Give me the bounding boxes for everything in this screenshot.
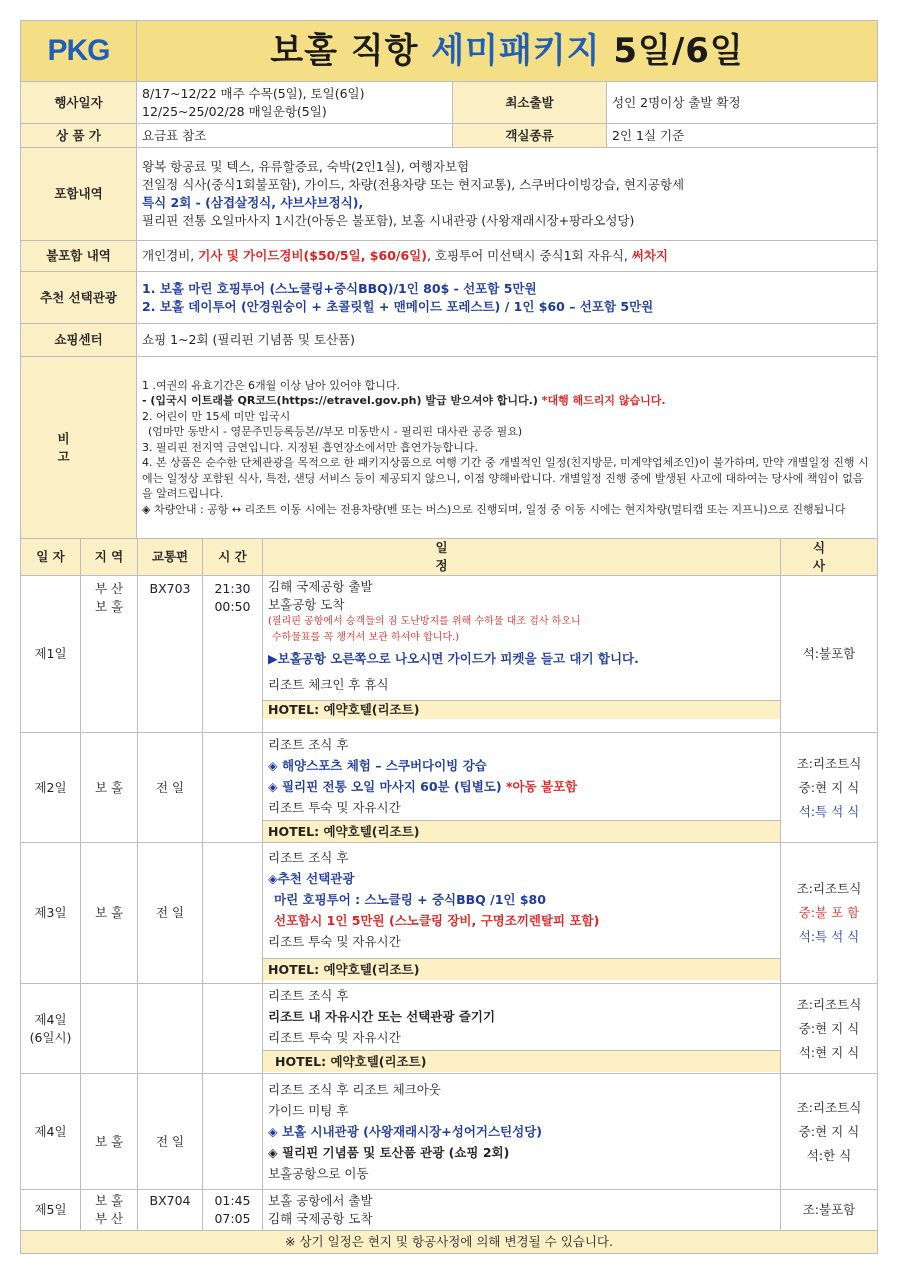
itinerary-document <box>20 20 877 1254</box>
col-day: 일 자 <box>21 539 81 576</box>
day-4b-transport: 전 일 <box>138 1074 203 1190</box>
day-1-line2: 보홀공항 도착 <box>268 597 345 612</box>
excluded-part2: 기사 및 가이드경비($50/5일, $60/6일) <box>198 248 427 263</box>
day-4b-region: 보 홀 <box>81 1074 138 1190</box>
optional-line1: 1. 보홀 마린 호핑투어 (스노쿨링+중식BBQ)/1인 80$ - 선포함 5만원 <box>142 280 537 296</box>
day-4b-meal3: 석:한 식 <box>806 1147 852 1163</box>
day-1-itinerary <box>263 576 781 733</box>
excluded-value <box>137 241 878 272</box>
dates-line1: 8/17~12/22 매주 수목(5일), 토일(6일) <box>142 85 365 101</box>
day-5-time2: 07:05 <box>214 1211 251 1226</box>
included-value <box>137 148 878 241</box>
day-2-transport: 전 일 <box>138 733 203 843</box>
day-5-line2: 김해 국제공항 도착 <box>268 1211 373 1226</box>
day-1-meal: 석:불포함 <box>781 576 878 733</box>
day-4b-time <box>203 1074 263 1190</box>
day-4a-itinerary <box>263 984 781 1074</box>
room-label: 객실종류 <box>453 124 607 148</box>
day-4a-line3: 리조트 투숙 및 자유시간 <box>268 1030 401 1045</box>
day-5-time <box>203 1190 263 1231</box>
day-row-5 <box>21 1190 878 1231</box>
included-line1: 왕복 항공료 및 텍스, 유류할증료, 숙박(2인1실), 여행자보험 <box>142 159 470 174</box>
optional-line2: 2. 보홀 데이투어 (안경원숭이 + 초콜릿힐 + 맨메이드 포레스트) / 1인 $60 – 선포함 5만원 <box>142 298 654 314</box>
day-4a-label2: (6일시) <box>29 1029 72 1045</box>
day-4b-meal <box>781 1074 878 1190</box>
day-2-hotel: HOTEL: 예약호텔(리조트) <box>263 820 780 842</box>
day-3-transport: 전 일 <box>138 843 203 984</box>
day-5-region2: 부 산 <box>94 1211 124 1226</box>
day-4a-meal3: 석:현 지 식 <box>798 1044 860 1060</box>
col-meal: 식 사 <box>781 539 878 576</box>
day-3-time <box>203 843 263 984</box>
day-5-time1: 01:45 <box>214 1193 251 1208</box>
day-4b-line2: 가이드 미팅 후 <box>268 1103 349 1118</box>
day-3-meal1: 조:리조트식 <box>796 881 862 896</box>
day-4a-line2: 리조트 내 자유시간 또는 선택관광 즐기기 <box>268 1009 496 1024</box>
day-5-itinerary <box>263 1190 781 1231</box>
excluded-part4: 써차지 <box>631 248 669 263</box>
note-6: 4. 본 상품은 순수한 단체관광을 목적으로 한 패키지상품으로 여행 기간 중 개별적인 일정(친지방문, 미계약업체조인)이 불가하며, 만약 개별일정 진행 시에는 일정상 포함된 식사, 특전, 샌딩 서비스 등이 제공되지 않으니, 이점 양해바랍니다. 개별일정 진행 중에 발생된 사고에 대하여는 당사에 책임이 없음을 알려드립니다. <box>142 456 869 501</box>
day-1-label: 제1일 <box>21 576 81 733</box>
title-part3: 5일/6일 <box>600 31 744 71</box>
day-3-line4: 선포함시 1인 5만원 (스노클링 장비, 구명조끼렌탈피 포함) <box>274 912 600 928</box>
day-2-meal1: 조:리조트식 <box>796 755 862 771</box>
day-4b-line1: 리조트 조식 후 리조트 체크아웃 <box>268 1082 441 1097</box>
day-4a-meal1: 조:리조트식 <box>796 996 862 1012</box>
title-part1: 보홀 직항 <box>270 31 432 71</box>
day-2-meal3: 석:특 석 식 <box>798 803 860 819</box>
day-4a-time <box>203 984 263 1074</box>
day-5-region1: 보 홀 <box>94 1193 124 1208</box>
footer-note: ※ 상기 일정은 현지 및 항공사정에 의해 변경될 수 있습니다. <box>21 1231 878 1254</box>
day-row-4b <box>21 1074 878 1190</box>
day-4b-meal2: 중:현 지 식 <box>798 1123 860 1139</box>
day-4a-line1: 리조트 조식 후 <box>268 988 349 1003</box>
day-1-time <box>203 576 263 733</box>
note-2a: - (입국시 이트래블 QR코드(https://etravel.gov.ph) 발급 받으셔야 합니다.) <box>142 394 542 408</box>
day-5-line1: 보홀 공항에서 출발 <box>268 1193 373 1208</box>
day-4b-line3: ◈ 보홀 시내관광 (사왕재래시장+성어거스틴성당) <box>268 1124 542 1139</box>
day-row-2 <box>21 733 878 843</box>
day-3-meal <box>781 843 878 984</box>
day-1-time1: 21:30 <box>214 581 251 596</box>
day-4b-itinerary <box>263 1074 781 1190</box>
day-4a-label <box>21 984 81 1074</box>
day-1-time2: 00:50 <box>214 599 251 614</box>
day-4b-label: 제4일 <box>21 1074 81 1190</box>
day-1-warn2: 수하물표를 꼭 챙겨서 보관 하셔야 합니다.) <box>272 632 460 643</box>
day-3-line1: 리조트 조식 후 <box>268 849 349 865</box>
day-2-itinerary <box>263 733 781 843</box>
note-2 <box>142 393 872 409</box>
day-2-label: 제2일 <box>21 733 81 843</box>
day-1-line3: ▶보홀공항 오른쪽으로 나오시면 가이드가 피켓을 들고 대기 합니다. <box>268 651 639 666</box>
day-1-region2: 보 홀 <box>94 599 124 614</box>
day-3-line5: 리조트 투숙 및 자유시간 <box>268 933 401 949</box>
day-2-time <box>203 733 263 843</box>
notes-value <box>137 357 878 539</box>
day-1-line1: 김해 국제공항 출발 <box>268 579 373 594</box>
included-line3: 특식 2회 - (삼겹살정식, 샤브샤브정식), <box>142 195 364 210</box>
day-1-warn1: (필리핀 공항에서 승객들의 짐 도난방지를 위해 수하물 대조 검사 하오니 <box>268 616 581 627</box>
col-transport: 교통편 <box>138 539 203 576</box>
day-4a-transport <box>138 984 203 1074</box>
title-part2: 세미패키지 <box>431 31 601 71</box>
day-1-region1: 부 산 <box>94 581 124 596</box>
note-1: 1 .여권의 유효기간은 6개월 이상 남아 있어야 합니다. <box>142 378 400 392</box>
included-line2: 전일정 식사(중식1회불포함), 가이드, 차량(전용차량 또는 현지교통), 스쿠버다이빙강습, 현지공항세 <box>142 177 685 192</box>
dates-label: 행사일자 <box>21 82 137 124</box>
optional-label: 추천 선택관광 <box>21 272 137 324</box>
min-departure-value: 성인 2명이상 출발 확정 <box>607 82 878 124</box>
day-2-line3a: ◈ 필리핀 전통 오일 마사지 60분 (팁별도) <box>268 778 506 794</box>
day-5-meal: 조:불포함 <box>781 1190 878 1231</box>
min-departure-label: 최소출발 <box>453 82 607 124</box>
day-1-region <box>81 576 138 733</box>
dates-line2: 12/25~25/02/28 매일운항(5일) <box>142 103 327 119</box>
day-row-3 <box>21 843 878 984</box>
day-3-hotel: HOTEL: 예약호텔(리조트) <box>263 958 780 980</box>
day-2-meal2: 중:현 지 식 <box>798 779 860 795</box>
day-4b-meal1: 조:리조트식 <box>796 1099 862 1115</box>
col-region: 지 역 <box>81 539 138 576</box>
day-1-hotel: HOTEL: 예약호텔(리조트) <box>263 700 780 719</box>
excluded-part3: , 호핑투어 미선택시 중식1회 자유식, <box>426 248 632 263</box>
day-2-meal <box>781 733 878 843</box>
day-2-line3b: *아동 불포함 <box>505 778 578 794</box>
day-4a-meal2: 중:현 지 식 <box>798 1020 860 1036</box>
day-5-region <box>81 1190 138 1231</box>
notes-label: 비 고 <box>21 357 137 539</box>
day-3-label: 제3일 <box>21 843 81 984</box>
day-4a-label1: 제4일 <box>34 1011 67 1027</box>
dates-value <box>137 82 453 124</box>
day-3-meal3: 석:특 석 식 <box>798 929 860 944</box>
col-itinerary: 일 정 <box>263 539 781 576</box>
day-3-line2: ◈추천 선택관광 <box>268 870 355 886</box>
day-3-meal2: 중:불 포 함 <box>798 905 860 920</box>
day-3-region: 보 홀 <box>81 843 138 984</box>
day-row-4a <box>21 984 878 1074</box>
note-3: 2. 어린이 만 15세 미만 입국시 <box>142 409 291 423</box>
included-label: 포함내역 <box>21 148 137 241</box>
day-2-line4: 리조트 투숙 및 자유시간 <box>268 799 401 815</box>
note-7: ◈ 차량안내 : 공항 ↔ 리조트 이동 시에는 전용차량(벤 또는 버스)으로 진행되며, 일정 중 이동 시에는 현지차량(멀티캡 또는 지프니)으로 진행됩니다 <box>142 502 846 516</box>
day-4b-line4: ◈ 필리핀 기념품 및 토산품 관광 (쇼핑 2회) <box>268 1145 510 1160</box>
optional-value <box>137 272 878 324</box>
room-value: 2인 1실 기준 <box>607 124 878 148</box>
note-4: (엄마만 동반시 - 영문주민등록등본//부모 미동반시 - 필리핀 대사관 공증 필요) <box>148 425 523 439</box>
schedule-table <box>20 538 878 1254</box>
day-3-line3: 마린 호핑투어 : 스노클링 + 중식BBQ /1인 $80 <box>274 891 546 907</box>
day-5-flight: BX704 <box>138 1190 203 1231</box>
day-3-itinerary <box>263 843 781 984</box>
day-4b-line5: 보홀공항으로 이동 <box>268 1166 369 1181</box>
day-4a-meal <box>781 984 878 1074</box>
day-4a-region <box>81 984 138 1074</box>
excluded-label: 불포함 내역 <box>21 241 137 272</box>
day-row-1 <box>21 576 878 733</box>
shopping-value: 쇼핑 1~2회 (필리핀 기념품 및 토산품) <box>137 324 878 357</box>
day-1-line4: 리조트 체크인 후 휴식 <box>268 677 389 692</box>
day-2-region: 보 홀 <box>81 733 138 843</box>
col-time: 시 간 <box>203 539 263 576</box>
day-5-label: 제5일 <box>21 1190 81 1231</box>
day-1-flight: BX703 <box>138 576 203 733</box>
excluded-part1: 개인경비, <box>142 248 199 263</box>
included-line4: 필리핀 전통 오일마사지 1시간(아동은 불포함), 보홀 시내관광 (사왕재래시장+팡라오성당) <box>142 213 635 228</box>
note-5: 3. 필리핀 전지역 금연입니다. 지정된 흡연장소에서만 흡연가능합니다. <box>142 440 478 454</box>
day-2-line1: 리조트 조식 후 <box>268 736 349 752</box>
day-4a-hotel: HOTEL: 예약호텔(리조트) <box>263 1050 780 1072</box>
info-table <box>20 20 878 539</box>
pkg-label: PKG <box>21 21 137 82</box>
day-2-line3 <box>268 776 775 797</box>
note-2b: *대행 해드리지 않습니다. <box>541 394 666 408</box>
page-title <box>137 21 878 82</box>
day-2-line2: ◈ 해양스포츠 체험 – 스쿠버다이빙 강습 <box>268 757 487 773</box>
shopping-label: 쇼핑센터 <box>21 324 137 357</box>
price-value: 요금표 참조 <box>137 124 453 148</box>
price-label: 상 품 가 <box>21 124 137 148</box>
